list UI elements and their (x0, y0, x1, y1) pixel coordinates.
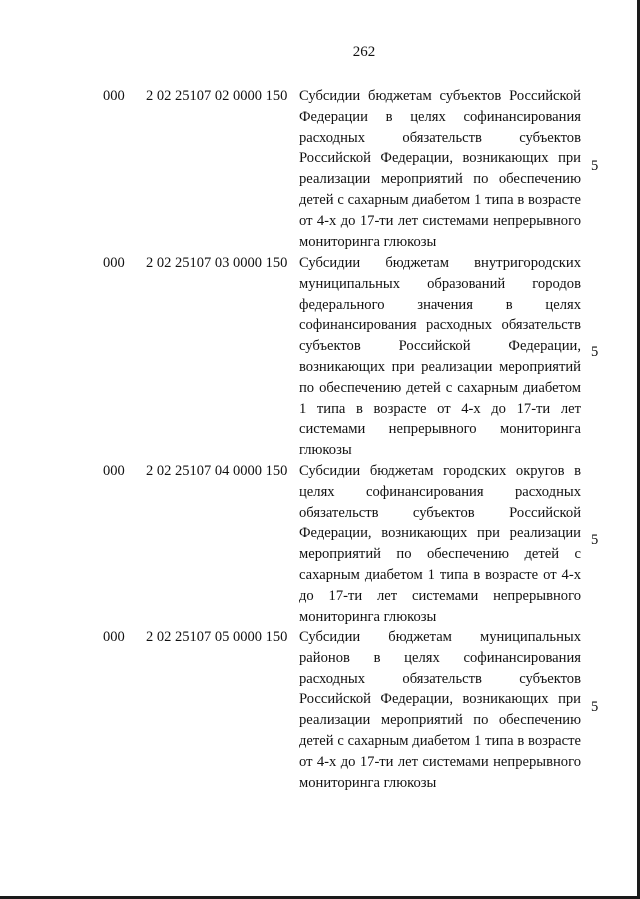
admin-code: 000 (103, 629, 125, 645)
admin-code: 000 (103, 463, 125, 479)
amount-value: 5 (591, 158, 599, 174)
amount-value: 5 (591, 344, 599, 360)
admin-code: 000 (103, 88, 125, 104)
amount-value: 5 (591, 699, 599, 715)
budget-classification-code: 2 02 25107 03 0000 150 (146, 255, 288, 271)
income-description: Субсидии бюджетам муниципальных районов в целях софинансирования расходных обязательств субъектов Российской Федерации, возникающих при реализации мероприятий по обеспечению детей с сахарным диабетом 1 типа в возрасте от 4-х до 17-ти лет системами непрерывного мониторинга глюкозы (299, 629, 581, 791)
budget-classification-code: 2 02 25107 02 0000 150 (146, 88, 288, 104)
budget-classification-code: 2 02 25107 05 0000 150 (146, 629, 288, 645)
income-description: Субсидии бюджетам внутригородских муниципальных образований городов федерального значения в целях софинансирования расходных обязательств субъектов Российской Федерации, возникающих при реализации мероприятий по обеспечению детей с сахарным диабетом 1 типа в возрасте от 4-х до 17-ти лет системами непрерывного мониторинга глюкозы (299, 255, 581, 459)
admin-code: 000 (103, 255, 125, 271)
income-description: Субсидии бюджетам городских округов в целях софинансирования расходных обязательств субъектов Российской Федерации, возникающих при реализации мероприятий по обеспечению детей с сахарным диабетом 1 типа в возрасте от 4-х до 17-ти лет системами непрерывного мониторинга глюкозы (299, 463, 581, 625)
budget-classification-code: 2 02 25107 04 0000 150 (146, 463, 288, 479)
income-description: Субсидии бюджетам субъектов Российской Федерации в целях софинансирования расходных обязательств субъектов Российской Федерации, возникающих при реализации мероприятий по обеспечению детей с сахарным диабетом 1 типа в возрасте от 4-х до 17-ти лет системами непрерывного мониторинга глюкозы (299, 88, 581, 250)
amount-value: 5 (591, 532, 599, 548)
page-number: 262 (352, 44, 376, 60)
